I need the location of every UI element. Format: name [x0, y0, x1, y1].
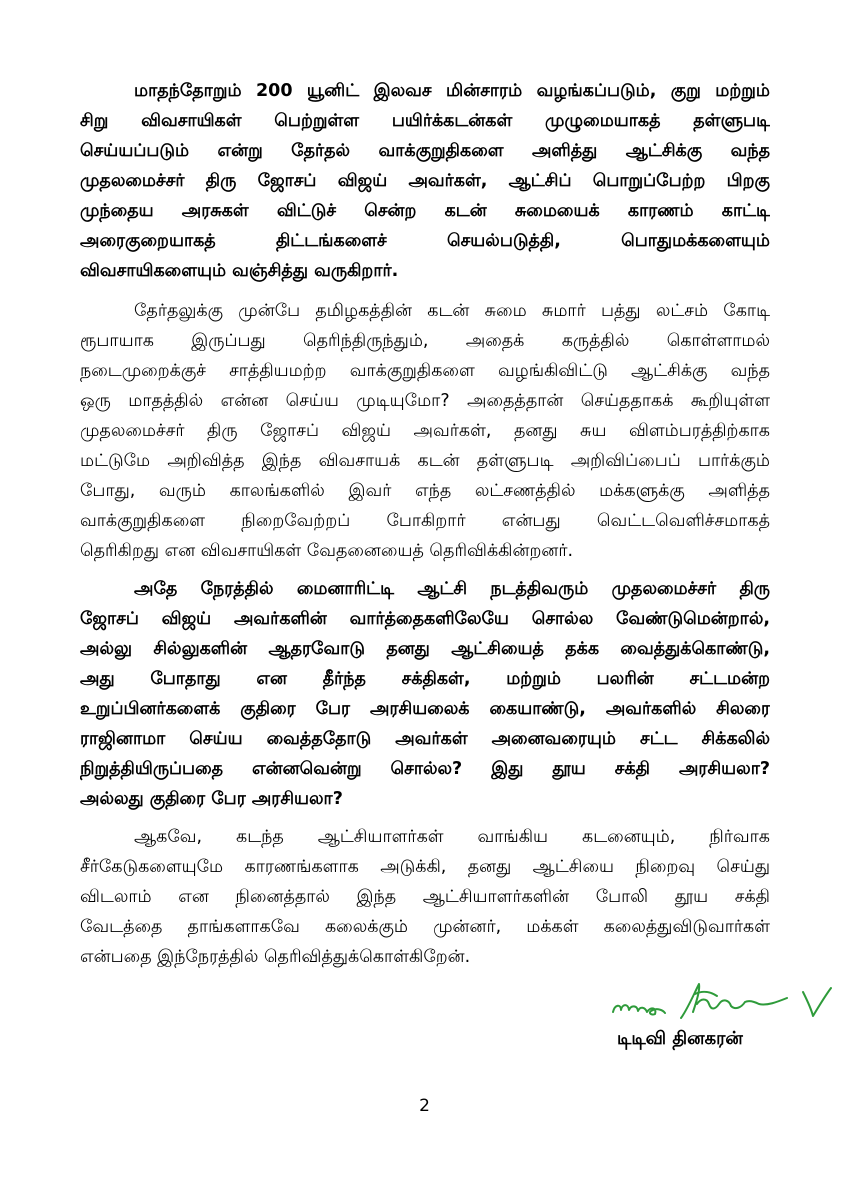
text-line: முதலமைச்சர் திரு ஜோசப் விஜய் அவர்கள், ஆட்சிப் பொறுப்பேற்ற பிறகு — [80, 171, 770, 191]
text-line: ரூபாயாக இருப்பது தெரிந்திருந்தும், அதைக் கருத்தில் கொள்ளாமல் — [80, 331, 770, 351]
text-line: ஜோசப் விஜய் அவர்களின் வார்த்தைகளிலேயே சொல்ல வேண்டுமென்றால், — [80, 609, 770, 629]
text-line: அரைகுறையாகத் திட்டங்களைச் செயல்படுத்தி, பொதுமக்களையும் — [80, 231, 770, 251]
text-line: ராஜினாமா செய்ய வைத்ததோடு அவர்கள் அனைவரையும் சட்ட சிக்கலில் — [80, 729, 770, 749]
text-line: நடைமுறைக்குச் சாத்தியமற்ற வாக்குறுதிகளை வழங்கிவிட்டு ஆட்சிக்கு வந்த — [80, 361, 770, 381]
text-line: நிறுத்தியிருப்பதை என்னவென்று சொல்ல? இது தூய சக்தி அரசியலா? — [80, 759, 770, 779]
text-line: தேர்தலுக்கு முன்பே தமிழகத்தின் கடன் சுமை சுமார் பத்து லட்சம் கோடி — [134, 301, 770, 321]
page-number: 2 — [419, 1096, 430, 1116]
text-line: உறுப்பினர்களைக் குதிரை பேர அரசியலைக் கையாண்டு, அவர்களில் சிலரை — [80, 699, 770, 719]
text-line: அது போதாது என தீர்ந்த சக்திகள், மற்றும் பலரின் சட்டமன்ற — [80, 669, 770, 689]
text-line: போது, வரும் காலங்களில் இவர் எந்த லட்சணத்தில் மக்களுக்கு அளித்த — [80, 481, 770, 501]
text-line: அல்லது குதிரை பேர அரசியலா? — [80, 789, 343, 809]
text-line: செய்யப்படும் என்று தேர்தல் வாக்குறுதிகளை அளித்து ஆட்சிக்கு வந்த — [80, 141, 770, 161]
text-line: விவசாயிகளையும் வஞ்சித்து வருகிறார். — [80, 261, 399, 281]
text-line: தெரிகிறது என விவசாயிகள் வேதனையைத் தெரிவிக்கின்றனர். — [80, 541, 574, 561]
handwritten-signature — [607, 978, 837, 1026]
paragraph-3 — [80, 574, 770, 814]
paragraph-2 — [80, 296, 770, 566]
text-line: விடலாம் என நினைத்தால் இந்த ஆட்சியாளர்களின் போலி தூய சக்தி — [80, 887, 770, 907]
paragraph-4 — [80, 822, 770, 972]
text-line: என்பதை இந்நேரத்தில் தெரிவித்துக்கொள்கிறேன். — [80, 947, 471, 967]
text-line: அதே நேரத்தில் மைனாரிட்டி ஆட்சி நடத்திவரும் முதலமைச்சர் திரு — [134, 579, 770, 599]
text-line: சீர்கேடுகளையுமே காரணங்களாக அடுக்கி, தனது ஆட்சியை நிறைவு செய்து — [80, 857, 770, 877]
text-line: மாதந்தோறும் 200 யூனிட் இலவச மின்சாரம் வழங்கப்படும், குறு மற்றும் — [134, 81, 770, 101]
text-line: ஆகவே, கடந்த ஆட்சியாளர்கள் வாங்கிய கடனையும், நிர்வாக — [134, 827, 770, 847]
text-line: மட்டுமே அறிவித்த இந்த விவசாயக் கடன் தள்ளுபடி அறிவிப்பைப் பார்க்கும் — [80, 451, 770, 471]
signer-name: டிடிவி தினகரன் — [617, 1028, 743, 1049]
text-line: வேடத்தை தாங்களாகவே கலைக்கும் முன்னர், மக்கள் கலைத்துவிடுவார்கள் — [80, 917, 770, 937]
text-line: முதலமைச்சர் திரு ஜோசப் விஜய் அவர்கள், தனது சுய விளம்பரத்திற்காக — [80, 421, 770, 441]
text-line: வாக்குறுதிகளை நிறைவேற்றப் போகிறார் என்பது வெட்டவெளிச்சமாகத் — [80, 511, 770, 531]
text-line: முந்தைய அரசுகள் விட்டுச் சென்ற கடன் சுமையைக் காரணம் காட்டி — [80, 201, 770, 221]
text-line: சிறு விவசாயிகள் பெற்றுள்ள பயிர்க்கடன்கள் முழுமையாகத் தள்ளுபடி — [80, 111, 770, 131]
text-line: ஒரு மாதத்தில் என்ன செய்ய முடியுமோ? அதைத்தான் செய்ததாகக் கூறியுள்ள — [80, 391, 770, 411]
text-line: அல்லு சில்லுகளின் ஆதரவோடு தனது ஆட்சியைத் தக்க வைத்துக்கொண்டு, — [80, 639, 770, 659]
paragraph-1 — [80, 76, 770, 286]
